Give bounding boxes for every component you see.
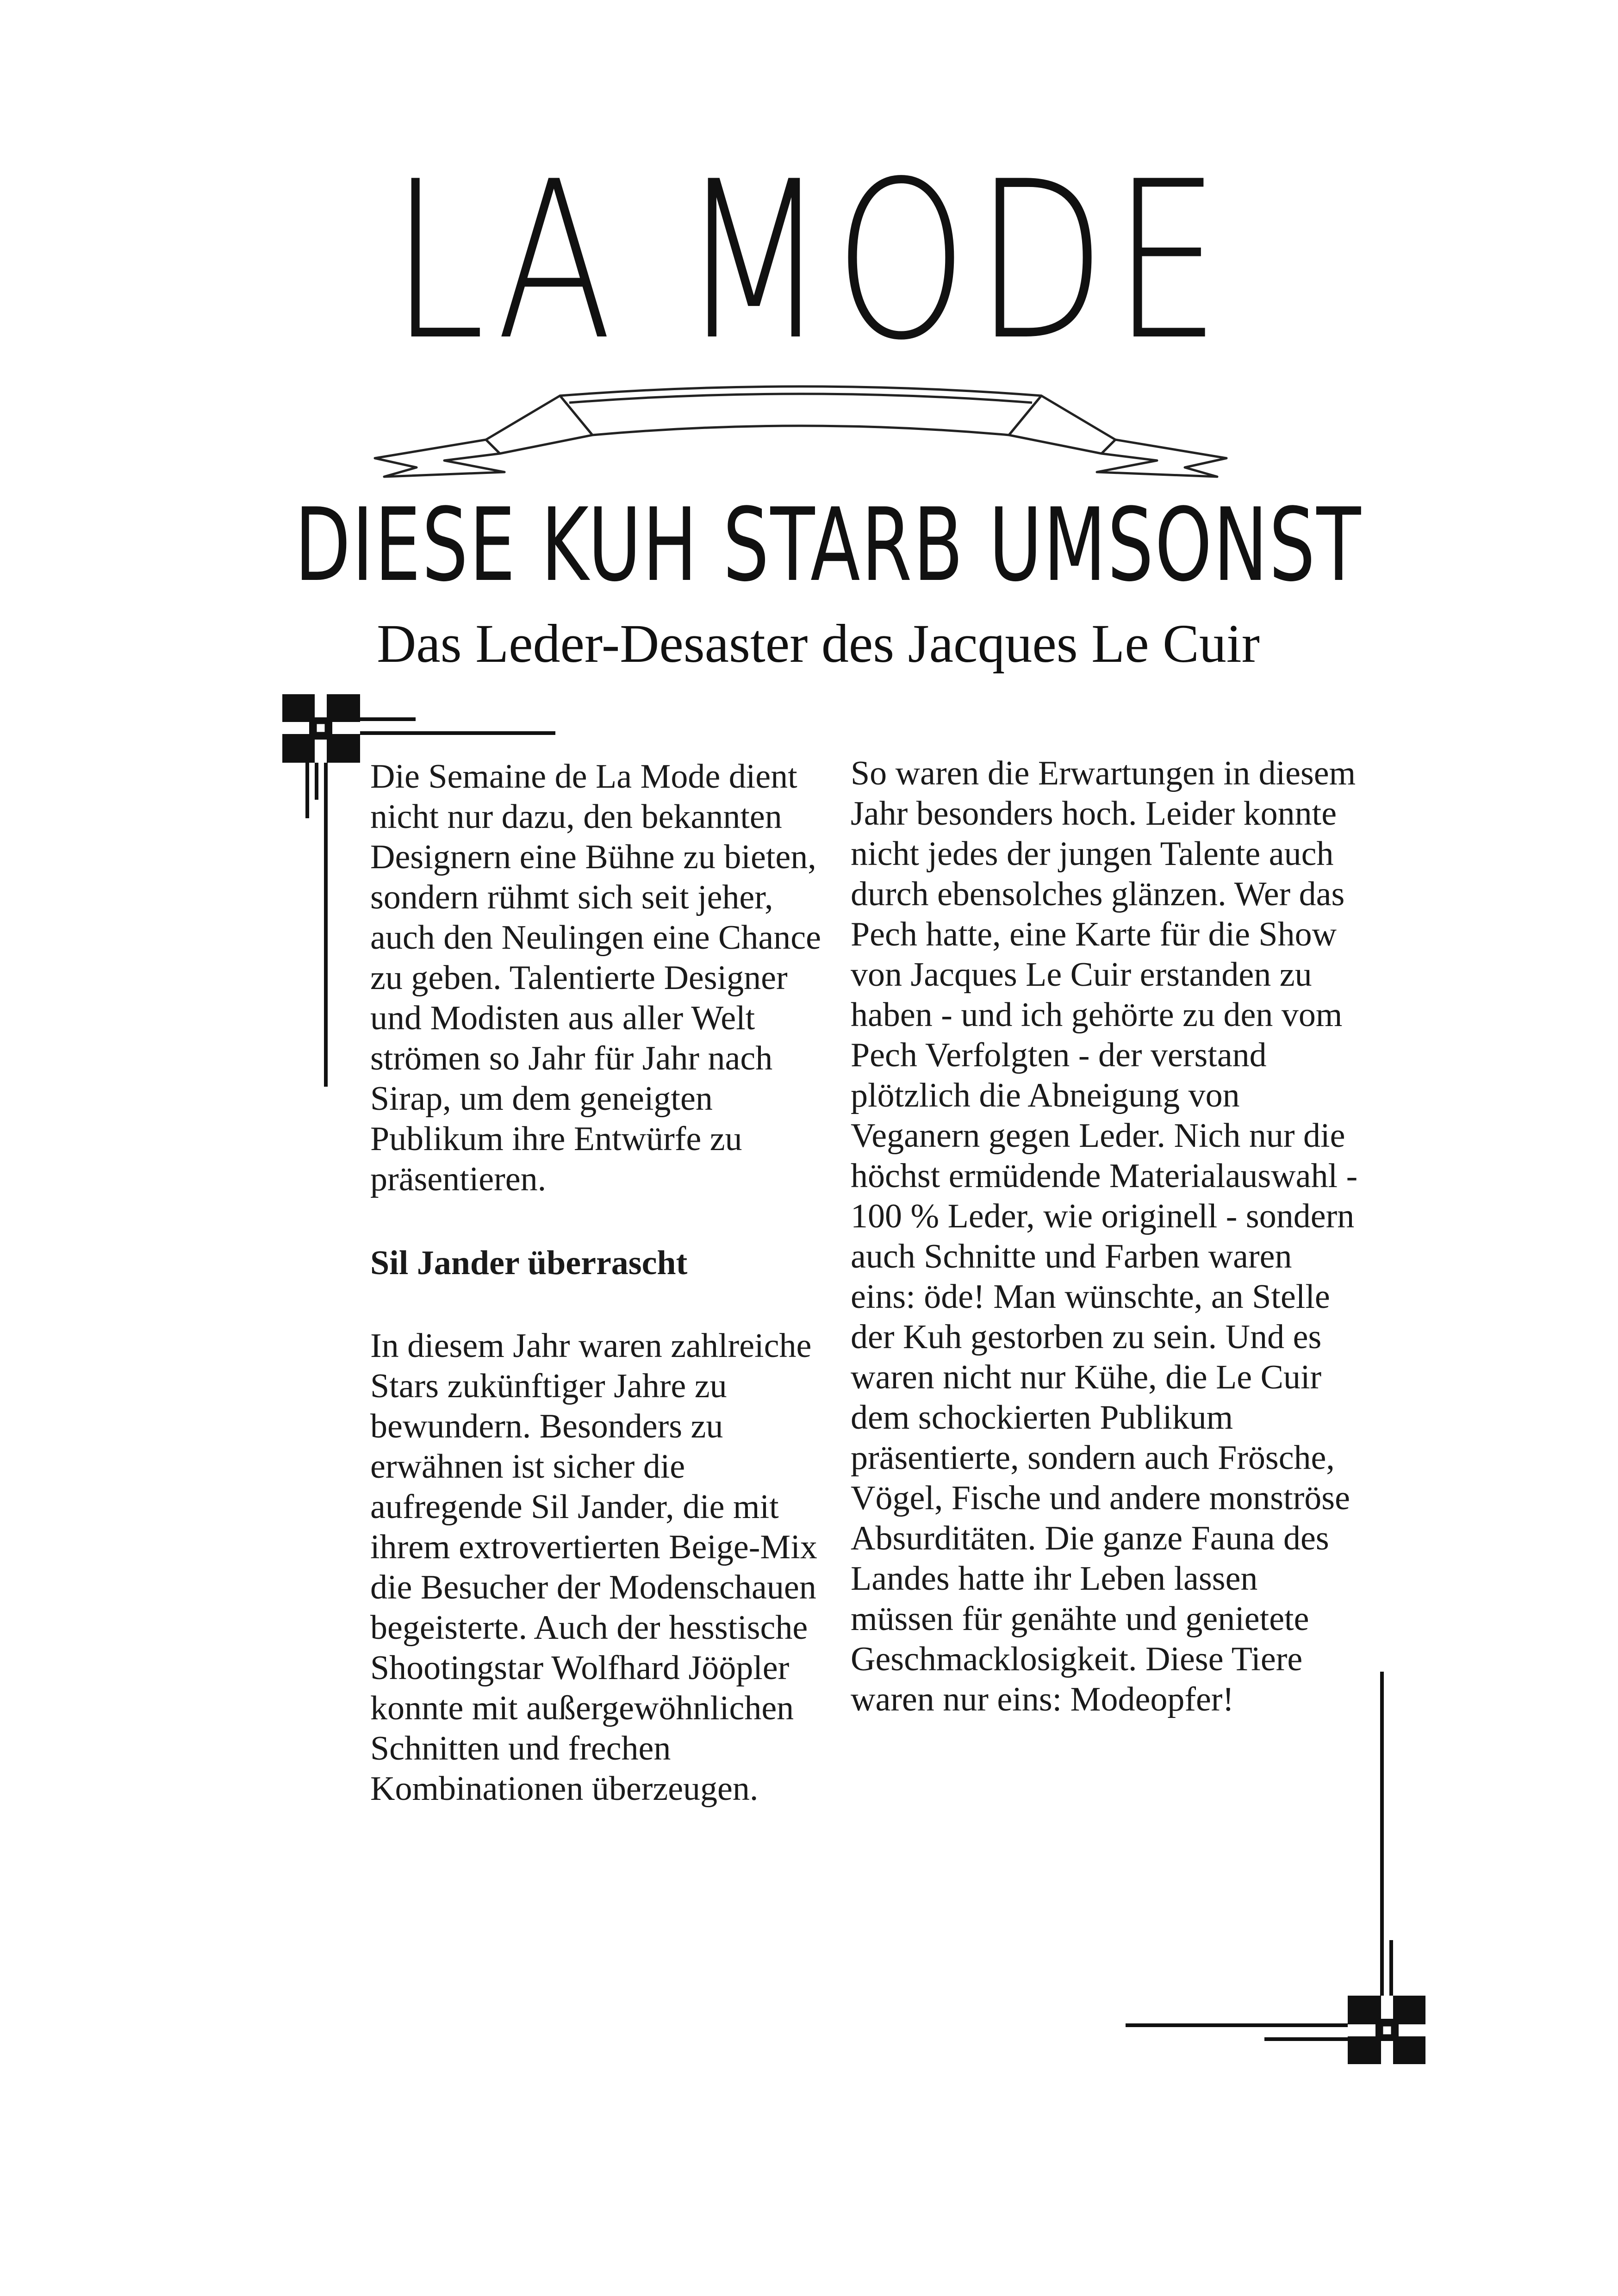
article-left-column [370,757,833,1809]
article-paragraph-review: So waren die Erwartungen in diesem Jahr besonders hoch. Leider konnte nicht jedes der jungen Talente auch durch ebensolches glänzen. Wer das Pech hatte, eine Karte für die Show von Jacques Le Cuir erstanden zu haben - und ich gehörte zu den vom Pech Verfolgten - der verstand plötzlich die Abneigung von Veganern gegen Leder. Nich nur die höchst ermüdende Materialauswahl - 100 % Leder, wie originell - sondern auch Schnitte und Farben waren eins: öde! Man wünschte, an Stelle der Kuh gestorben zu sein. Und es waren nicht nur Kühe, die Le Cuir dem schockierten Publikum präsentierte, sondern auch Frösche, Vögel, Fische und andere monströse Absurditäten. Die ganze Fauna des Landes hatte ihr Leben lassen müssen für genähte und genietete Geschmacklosigkeit. Diese Tiere waren nur eins: Modeopfer! [851,754,1358,1718]
article-paragraph-intro: Die Semaine de La Mode dient nicht nur dazu, den bekannten Designern eine Bühne zu bieten, sondern rühmt sich seit jeher, auch den Neulingen eine Chance zu geben. Talentierte Designer und Modisten aus aller Welt strömen so Jahr für Jahr nach Sirap, um dem geneigten Publikum ihre Entwürfe zu präsentieren. [370,758,821,1198]
article-subtitle: Das Leder-Desaster des Jacques Le Cuir [377,613,1260,674]
article-headline: DIESE KUH STARB UMSONST [294,487,1363,604]
masthead-title: LA MODE [391,135,1227,388]
article-subheading: Sil Jander überrascht [370,1244,688,1282]
article-right-column [851,753,1364,1720]
article-paragraph-stars: In diesem Jahr waren zahlreiche Stars zukünftiger Jahre zu bewundern. Besonders zu erwähnen ist sicher die aufregende Sil Jander, die mit ihrem extrovertierten Beige-Mix die Besucher der Modenschauen begeisterte. Auch der hesstische Shootingstar Wolfhard Jööpler konnte mit außergewöhnlichen Schnitten und frechen Kombinationen überzeugen. [370,1327,817,1808]
ribbon-banner-ornament [366,380,1236,495]
